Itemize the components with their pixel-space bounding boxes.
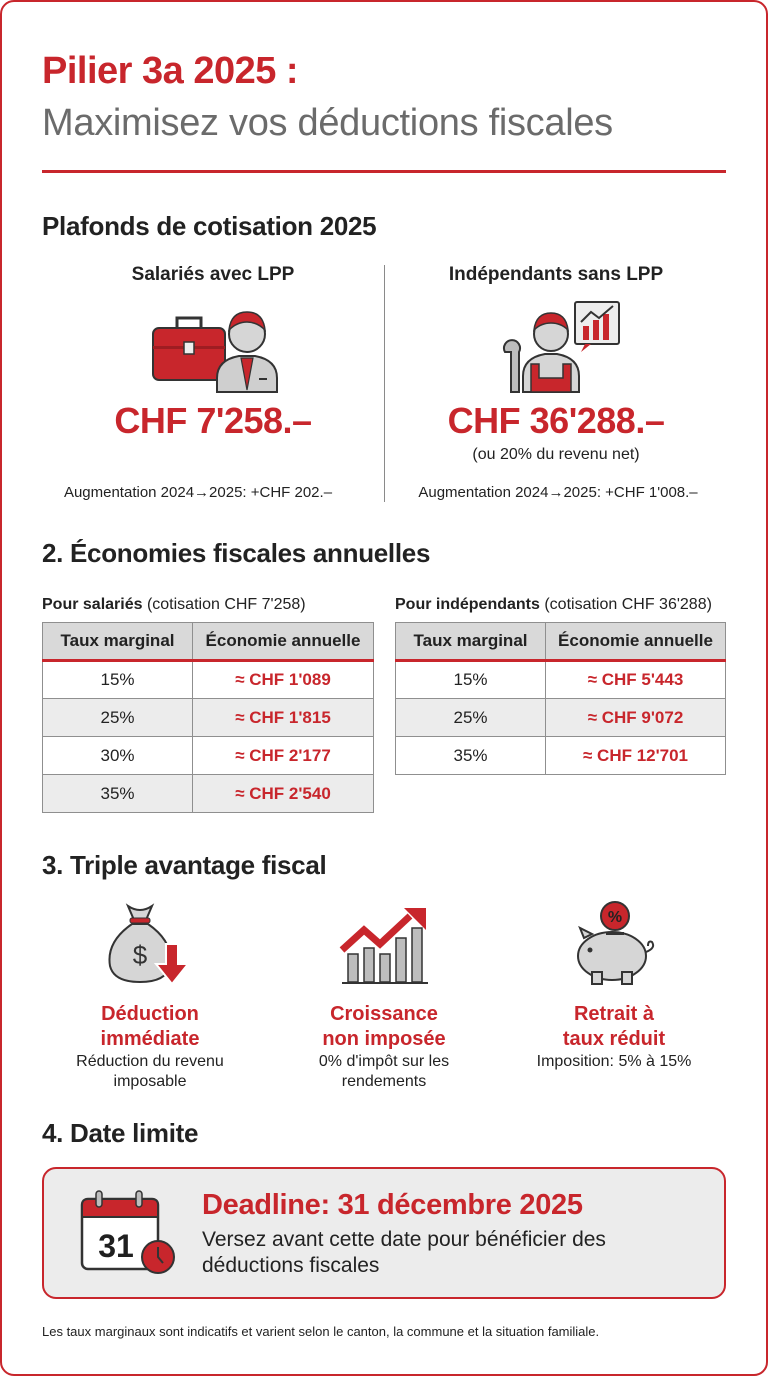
section-contribution-limits-title: Plafonds de cotisation 2025 xyxy=(42,211,377,241)
header-annual-saving: Économie annuelle xyxy=(193,623,374,661)
deadline-title: Deadline: 31 décembre 2025 xyxy=(202,1189,583,1221)
employees-label: Salariés avec LPP xyxy=(131,264,295,285)
title-divider xyxy=(42,170,726,173)
svg-text:31: 31 xyxy=(98,1228,134,1264)
employees-increase: Augmentation 2024→2025: +CHF 202.– xyxy=(63,484,333,501)
table-row: 35% ≈ CHF 2'540 xyxy=(43,775,374,813)
header-marginal-rate: Taux marginal xyxy=(396,623,546,661)
employees-column xyxy=(42,262,384,442)
table-row: 35% ≈ CHF 12'701 xyxy=(396,737,726,775)
worker-chart-icon xyxy=(385,296,727,396)
table-row: 25% ≈ CHF 1'815 xyxy=(43,699,374,737)
page-subtitle: Maximisez vos déductions fiscales xyxy=(42,102,613,144)
self-employed-column xyxy=(385,262,727,464)
growth-chart-arrow-icon xyxy=(274,895,494,990)
table-row: 15% ≈ CHF 5'443 xyxy=(396,661,726,699)
piggy-bank-percent-icon xyxy=(504,895,724,990)
advantage-reduced-withdrawal-rate: % Retrait à taux réduit Imposition: 5% à 15% xyxy=(504,895,724,1072)
section-triple-advantage-title: 3. Triple avantage fiscal xyxy=(42,850,327,880)
briefcase-employee-icon xyxy=(42,296,384,396)
money-bag-down-arrow-icon xyxy=(40,895,260,990)
svg-text:$: $ xyxy=(132,939,148,970)
page-title: Pilier 3a 2025 : xyxy=(42,50,299,92)
self-employed-increase: Augmentation 2024→2025: +CHF 1'008.– xyxy=(418,484,698,501)
svg-text:%: % xyxy=(607,908,623,926)
header-annual-saving: Économie annuelle xyxy=(546,623,726,661)
table-row: 30% ≈ CHF 2'177 xyxy=(43,737,374,775)
deadline-box xyxy=(42,1167,726,1299)
employees-table-caption: Pour salariés (cotisation CHF 7'258) xyxy=(42,596,306,613)
self-employed-savings-table xyxy=(395,622,726,775)
self-employed-label: Indépendants sans LPP xyxy=(448,264,664,285)
section-deadline-title: 4. Date limite xyxy=(42,1118,199,1148)
self-employed-note: (ou 20% du revenu net) xyxy=(472,446,640,463)
table-row: 15% ≈ CHF 1'089 xyxy=(43,661,374,699)
advantage-immediate-deduction: $ Déduction immédiate Réduction du revenu imposable xyxy=(40,895,260,1092)
footnote: Les taux marginaux sont indicatifs et varient selon le canton, la commune et la situation familiale. xyxy=(42,1324,600,1339)
self-employed-table-caption: Pour indépendants (cotisation CHF 36'288) xyxy=(395,596,712,613)
self-employed-max-amount: CHF 36'288.– xyxy=(447,400,665,441)
employees-max-amount: CHF 7'258.– xyxy=(114,400,312,441)
advantage-tax-free-growth: Croissance non imposée 0% d'impôt sur les rendements xyxy=(274,895,494,1092)
section-tax-savings-title: 2. Économies fiscales annuelles xyxy=(42,538,431,568)
calendar-clock-icon xyxy=(78,1189,178,1284)
employees-savings-table xyxy=(42,622,374,813)
header-marginal-rate: Taux marginal xyxy=(43,623,193,661)
deadline-text: Versez avant cette date pour bénéficier des déductions fiscales xyxy=(202,1228,606,1277)
table-row: 25% ≈ CHF 9'072 xyxy=(396,699,726,737)
